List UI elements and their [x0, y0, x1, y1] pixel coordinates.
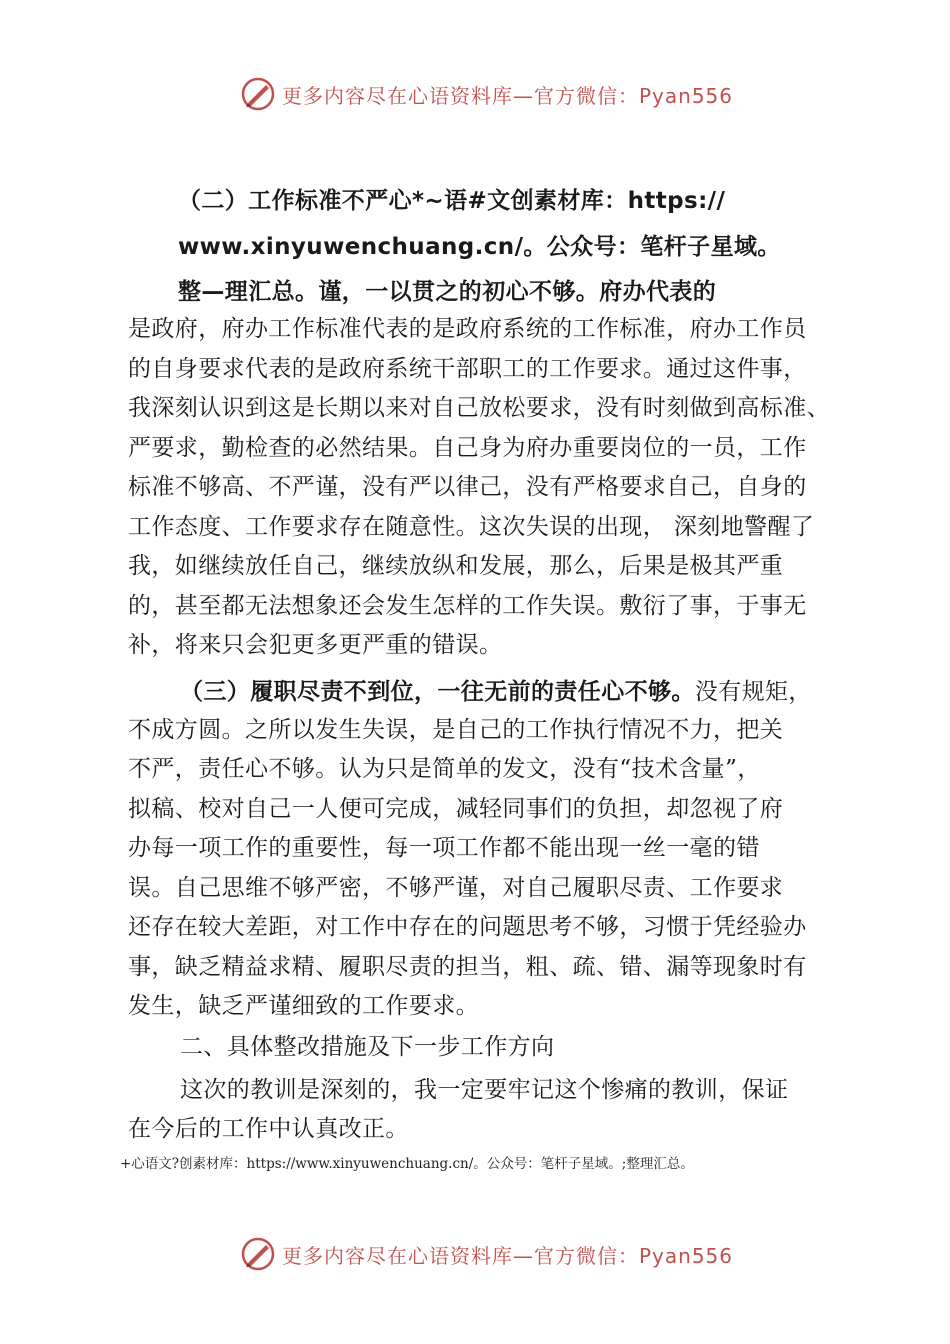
paragraph-text: 没有规矩，	[694, 679, 812, 705]
paragraph-line: 事，缺乏精益求精、履职尽责的担当，粗、疏、错、漏等现象时有	[128, 954, 807, 980]
paragraph-line: 的自身要求代表的是政府系统干部职工的工作要求。通过这件事，	[128, 356, 807, 382]
paragraph-line: 在今后的工作中认真改正。	[128, 1116, 409, 1142]
paragraph-line: 发生，缺乏严谨细致的工作要求。	[128, 993, 479, 1019]
heading-line-3: 整—理汇总。谨，一以贯之的初心不够。府办代表的	[178, 279, 717, 305]
section-2-title: 二、具体整改措施及下一步工作方向	[180, 1034, 555, 1060]
paragraph-line: 补，将来只会犯更多更严重的错误。	[128, 632, 503, 658]
paragraph-line: 不成方圆。之所以发生失误，是自己的工作执行情况不力，把关	[128, 717, 784, 743]
watermark-text: 更多内容尽在心语资料库—官方微信：Pyan556	[282, 1243, 734, 1268]
paragraph-line: 我深刻认识到这是长期以来对自己放松要求，没有时刻做到高标准、	[128, 395, 830, 421]
paragraph-line: 误。自己思维不够严密，不够严谨，对自己履职尽责、工作要求	[128, 875, 784, 901]
paragraph-2-first-line	[180, 677, 812, 707]
subsection-3-title: （三）履职尽责不到位，一往无前的责任心不够。	[180, 679, 695, 705]
heading-line-2: www.xinyuwenchuang.cn/。公众号：笔杆子星域。	[178, 234, 781, 260]
paragraph-line: 严要求，勤检查的必然结果。自己身为府办重要岗位的一员，工作	[128, 435, 807, 461]
paragraph-line: 拟稿、校对自己一人便可完成，减轻同事们的负担，却忽视了府	[128, 796, 784, 822]
watermark-text: 更多内容尽在心语资料库—官方微信：Pyan556	[282, 83, 734, 108]
paragraph-line: 标准不够高、不严谨，没有严以律己，没有严格要求自己，自身的	[128, 474, 807, 500]
heading-line-1: （二）工作标准不严心*~语#文创素材库：https://	[178, 188, 726, 214]
paragraph-line: 不严，责任心不够。认为只是简单的发文，没有“技术含量”，	[128, 756, 761, 782]
watermark-banner-top	[240, 74, 733, 114]
footnote: +心语文?创素材库：https://www.xinyuwenchuang.cn/。公众号：笔杆子星域。;整理汇总。	[120, 1156, 694, 1172]
paragraph-line: 我，如继续放任自己，继续放纵和发展，那么，后果是极其严重	[128, 553, 784, 579]
paragraph-line: 这次的教训是深刻的，我一定要牢记这个惨痛的教训，保证	[180, 1077, 789, 1103]
paragraph-line: 是政府，府办工作标准代表的是政府系统的工作标准，府办工作员	[128, 316, 807, 342]
watermark-banner-bottom	[240, 1234, 733, 1274]
paragraph-line: 还存在较大差距，对工作中存在的问题思考不够，习惯于凭经验办	[128, 914, 807, 940]
pen-logo-icon	[240, 1236, 276, 1272]
paragraph-line: 工作态度、工作要求存在随意性。这次失误的出现， 深刻地警醒了	[128, 514, 815, 540]
paragraph-line: 办每一项工作的重要性，每一项工作都不能出现一丝一毫的错	[128, 835, 760, 861]
pen-logo-icon	[240, 76, 276, 112]
paragraph-line: 的，甚至都无法想象还会发生怎样的工作失误。敷衍了事，于事无	[128, 593, 807, 619]
